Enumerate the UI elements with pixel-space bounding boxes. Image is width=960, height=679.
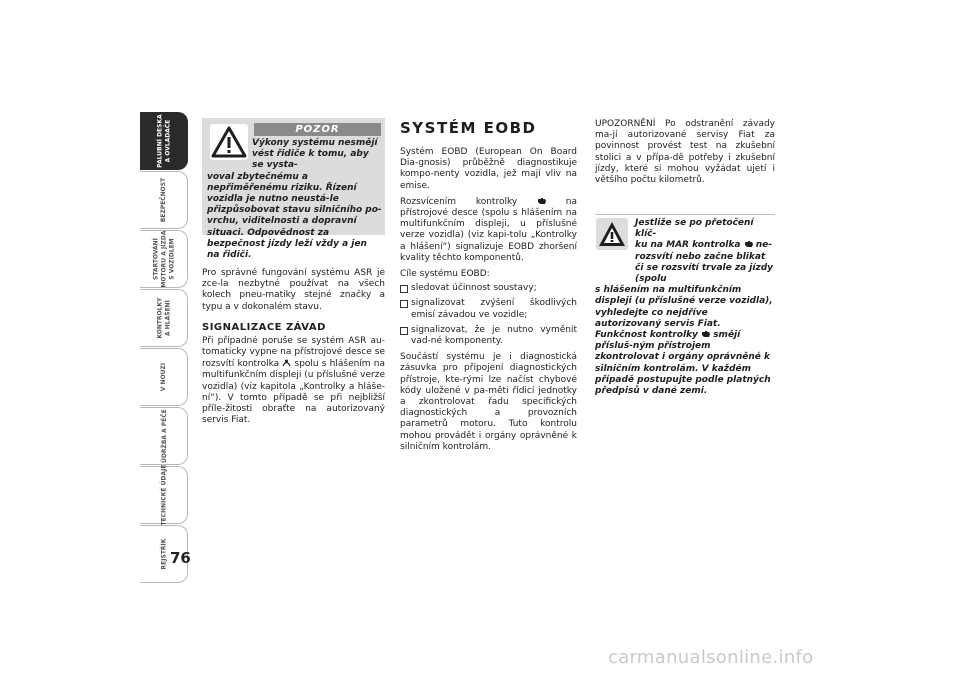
tab-bezpecnost[interactable]: BEZPEČNOST	[140, 171, 188, 229]
asr-fault-paragraph: Při případné poruše se systém ASR au-tomaticky vypne na přístrojové desce se rozsvítí kontrolka spolu s hlášením na multifunkčním displeji (u příslušné verze vozidla) (viz kapitola „Kontrolky a hláše-ní“). V tomto případě se při nejbližší příle-žitosti obraťte na autorizovaný servis Fiat.	[202, 335, 385, 426]
tab-palubni-deska[interactable]: PALUBNÍ DESKA A OVLADAČE	[140, 112, 188, 170]
warning-text: Výkony systému nesmějí vést řidiče k tomu, aby se vysta- voval zbytečnému a nepřiměřenému riziku. Řízení vozidla je nutno neustá-le přizpůsobovat stavu silničního po-vrchu, viditelnosti a dopravní situaci. Odpovědnost za bezpečnost jízdy leží vždy a jen na řidiči.	[207, 138, 382, 261]
eobd-diagnostic-paragraph: Součástí systému je i diagnostická zásuvka pro připojení diagnostických přístroje, kte-rými lze načíst chybové kódy uložené v pa-měti řídicí jednotky a zkontrolovat řadu specifických diagnostických a provozních parametrů motoru. Tuto kontrolu mohou provádět i orgány oprávněné k silničním kontrolám.	[400, 352, 577, 452]
page-number: 76	[170, 549, 191, 567]
watermark: carmanualsonline.info	[608, 647, 814, 668]
note-text: Jestliže se po přetočení klíč- ku na MAR kontrolka ne- rozsvítí nebo začne blikat či se rozsvítí trvale za jízdy (spolu s hlášením na multifunkčním displeji (u příslušné verze vozidla), vyhledejte co nejdříve autorizovaný servis Fiat. Funkčnost kontrolky smějí přísluš-ným přístrojem zkontrolovat i orgány oprávněné k silničním kontrolám. V každém případě postupujte podle platných předpisů v dané zemi.	[595, 218, 774, 397]
eobd-intro-paragraph: Systém EOBD (European On Board Dia-gnosis) průběžně diagnostikuje kompo-nenty vozidla, jež mají vliv na emise.	[400, 147, 577, 191]
warning-heading: POZOR	[254, 123, 381, 136]
column-middle	[400, 119, 577, 458]
engine-check-light-icon	[744, 240, 753, 248]
asr-intro-paragraph: Pro správné fungování systému ASR je zce-la nezbytné používat na všech kolech pneu-matiky stejné značky a typu a v dokonalém stavu.	[202, 268, 385, 312]
list-item: sledovat účinnost soustavy;	[400, 283, 577, 294]
list-item: signalizovat, že je nutno vyměnit vad-né komponenty.	[400, 325, 577, 347]
page-title: SYSTÉM EOBD	[400, 119, 537, 137]
tab-udrzba[interactable]: ÚDRŽBA A PÉČE	[140, 407, 188, 465]
list-item: signalizovat zvýšení škodlivých emisí závadou ve vozidle;	[400, 298, 577, 320]
tab-rejstrik[interactable]: REJSTŘÍK	[140, 525, 188, 583]
eobd-goals-label: Cíle systému EOBD:	[400, 269, 490, 280]
warning-box	[202, 118, 385, 261]
asr-warning-light-icon	[282, 358, 291, 366]
tab-technicke-udaje[interactable]: TECHNICKÉ ÚDAJE	[140, 466, 188, 524]
notice-paragraph: UPOZORNĚNÍ Po odstranění závady ma-jí autorizované servisy Fiat za povinnost provést test na zkušební stolici a v přípa-dě potřeby i zkušební jízdy, které si mohou vyžádat ujetí i většího počtu kilometrů.	[595, 119, 775, 186]
tab-kontrolky[interactable]: KONTROLKY A HLÁŠENÍ	[140, 289, 188, 347]
engine-check-light-icon	[701, 330, 710, 338]
note-box	[595, 214, 775, 397]
column-left	[202, 268, 385, 431]
eobd-light-paragraph: Rozsvícením kontrolky na přístrojové desce (spolu s hlášením na multifunkčním displeji, u příslušné verze vozidla) (viz kapi-tolu „Kontrolky a hlášení“) signalizuje EOBD zhoršení kvality těchto komponentů.	[400, 196, 577, 263]
engine-check-light-icon	[537, 197, 546, 205]
tab-startovani[interactable]: STARTOVÁNÍ MOTORU A JÍZDA S VOZIDLEM	[140, 230, 188, 288]
column-right	[595, 119, 775, 191]
tab-v-nouzi[interactable]: V NOUZI	[140, 348, 188, 406]
section-heading-faults: SIGNALIZACE ZÁVAD	[202, 321, 326, 333]
